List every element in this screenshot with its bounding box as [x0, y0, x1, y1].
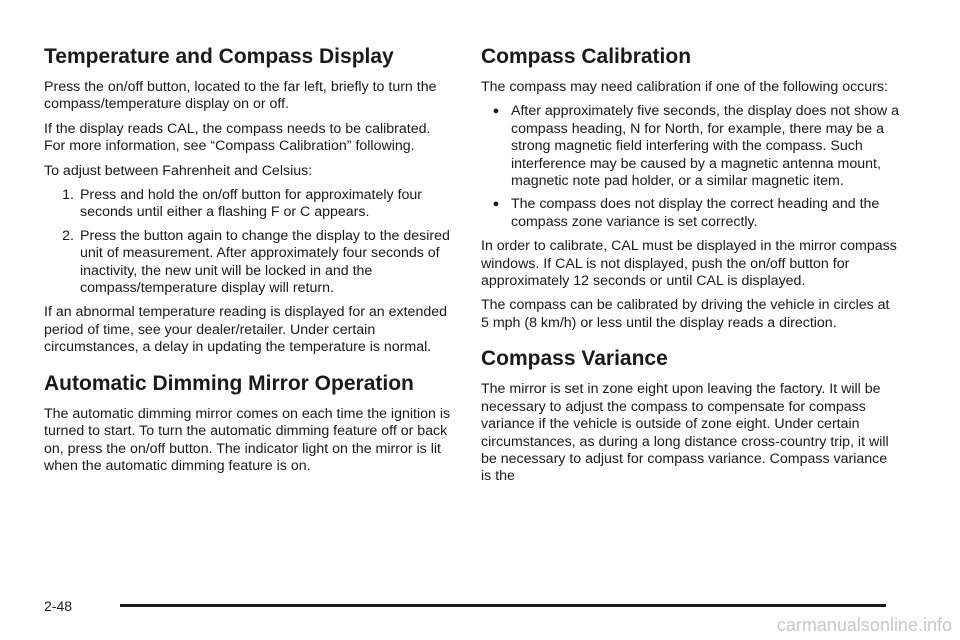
paragraph: The mirror is set in zone eight upon leaving the factory. It will be necessary to adjust the compass to compensate for compass variance if the vehicle is outside of zone eight. Under certain circumstances, as during a long distance cross-country trip, it will be necessary to adjust for compass variance. Compass variance is the: [481, 381, 889, 485]
list-number: 2.: [62, 227, 74, 244]
left-column: [44, 44, 454, 482]
list-item: [481, 196, 901, 231]
list-text: Press the button again to change the display to the desired unit of measurement. After approximately four seconds of inactivity, the new unit will be locked in and the compass/temperature display will return.: [80, 227, 450, 297]
right-column: [481, 44, 901, 493]
bullet-icon: ●: [492, 105, 500, 118]
numbered-list: [44, 187, 454, 297]
list-text: Press and hold the on/off button for approximately four seconds until either a flashing F or C appears.: [80, 187, 423, 221]
list-item: [481, 103, 901, 190]
list-item: [44, 228, 454, 298]
paragraph: The compass may need calibration if one of the following occurs:: [481, 79, 888, 95]
paragraph: If the display reads CAL, the compass needs to be calibrated. For more information, see “Compass Calibration” following.: [44, 120, 431, 155]
heading-temperature-compass: Temperature and Compass Display: [44, 45, 394, 68]
page-number: 2-48: [44, 598, 73, 614]
paragraph: If an abnormal temperature reading is displayed for an extended period of time, see your dealer/retailer. Under certain circumstances, a delay in updating the temperature is normal.: [44, 304, 448, 356]
paragraph: In order to calibrate, CAL must be displayed in the mirror compass windows. If CAL is not displayed, push the on/off button for approximately 12 seconds or until CAL is displayed.: [481, 238, 897, 290]
paragraph: The automatic dimming mirror comes on each time the ignition is turned to start. To turn the automatic dimming feature off or back on, press the on/off button. The indicator light on the mirror is lit when the automatic dimming feature is on.: [44, 405, 451, 474]
paragraph: The compass can be calibrated by driving the vehicle in circles at 5 mph (8 km/h) or less until the display reads a direction.: [481, 297, 890, 331]
list-text: The compass does not display the correct heading and the compass zone variance is set correctly.: [511, 196, 880, 230]
footer-rule: [120, 604, 886, 607]
heading-dimming-mirror: Automatic Dimming Mirror Operation: [44, 371, 414, 395]
bullet-icon: ●: [492, 198, 500, 211]
watermark: carmanualsonline.info: [776, 615, 952, 635]
bullet-list: [481, 103, 901, 231]
list-item: [44, 187, 454, 222]
paragraph: To adjust between Fahrenheit and Celsius:: [44, 162, 313, 179]
heading-compass-calibration: Compass Calibration: [481, 45, 692, 68]
list-text: After approximately five seconds, the display does not show a compass heading, N for North, for example, there may be a strong magnetic field interfering with the compass. Such interference may be caused by a magnetic antenna mount, magnetic note pad holder, or a similar magnetic item.: [511, 103, 900, 190]
heading-compass-variance: Compass Variance: [481, 347, 668, 371]
paragraph: Press the on/off button, located to the far left, briefly to turn the compass/temperature display on or off.: [44, 79, 437, 113]
list-number: 1.: [62, 187, 74, 204]
